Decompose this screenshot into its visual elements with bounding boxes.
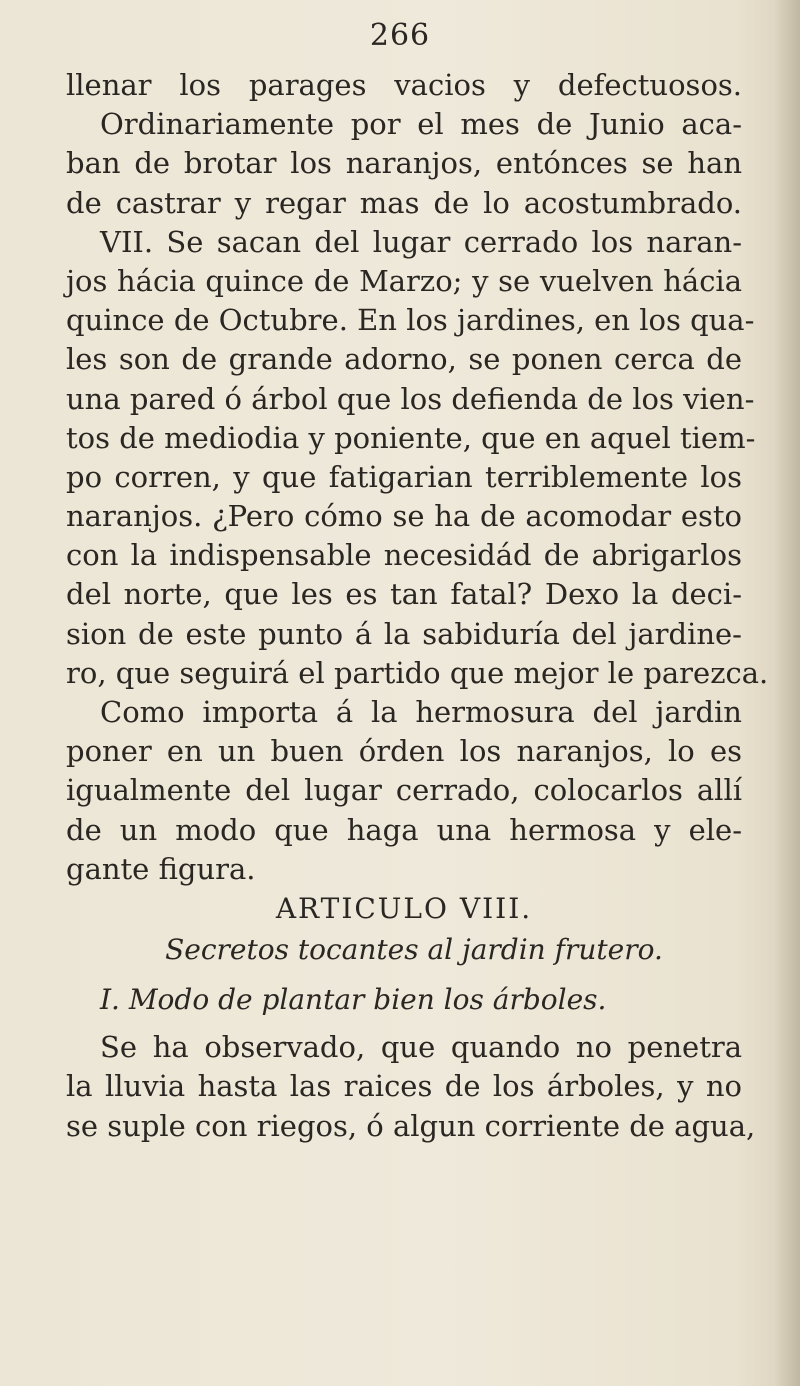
text-line: Se ha observado, que quando no penetra [100, 1030, 742, 1065]
text-line: de un modo que haga una hermosa y ele- [66, 812, 742, 847]
text-line: de castrar y regar mas de lo acostumbrado. [66, 185, 742, 220]
text-line: con la indispensable necesidád de abrigarlos [66, 538, 742, 573]
text-line: Como importa á la hermosura del jardin [100, 695, 742, 729]
text-line: jos hácia quince de Marzo; y se vuelven hácia [66, 263, 742, 298]
text-line: una pared ó árbol que los defienda de los vien- [66, 381, 755, 416]
page-number: 266 [369, 18, 431, 53]
section-heading: I. Modo de plantar bien los árboles. [100, 983, 607, 1017]
article-subtitle: Secretos tocantes al jardin frutero. [165, 933, 663, 967]
text-line: poner en un buen órden los naranjos, lo es [66, 734, 742, 769]
text-line: naranjos. ¿Pero cómo se ha de acomodar esto [66, 499, 742, 534]
article-heading: ARTICULO VIII. [275, 891, 533, 925]
body-text [66, 66, 769, 1146]
text-line: del norte, que les es tan fatal? Dexo la deci- [66, 577, 742, 612]
text-line: po corren, y que fatigarian terriblemente los [66, 459, 742, 494]
text-line: ban de brotar los naranjos, entónces se han [66, 146, 742, 181]
text-line: la lluvia hasta las raices de los árboles, y no [66, 1069, 742, 1104]
text-line: gante figura. [66, 851, 256, 886]
text-line: llenar los parages vacios y defectuosos. [66, 68, 742, 102]
text-line: VII. Se sacan del lugar cerrado los naran- [100, 224, 742, 259]
text-line: les son de grande adorno, se ponen cerca de [66, 342, 742, 377]
text-line: igualmente del lugar cerrado, colocarlos allí [66, 773, 742, 808]
text-line: se suple con riegos, ó algun corriente de agua, [66, 1108, 756, 1143]
text-line: Ordinariamente por el mes de Junio aca- [100, 107, 742, 142]
text-line: ro, que seguirá el partido que mejor le parezca. [66, 655, 769, 690]
page-edge-shadow [774, 0, 800, 1386]
text-line: quince de Octubre. En los jardines, en los qua- [66, 303, 755, 338]
text-line: sion de este punto á la sabiduría del jardine- [66, 616, 742, 651]
text-line: tos de mediodia y poniente, que en aquel tiem- [66, 420, 756, 455]
